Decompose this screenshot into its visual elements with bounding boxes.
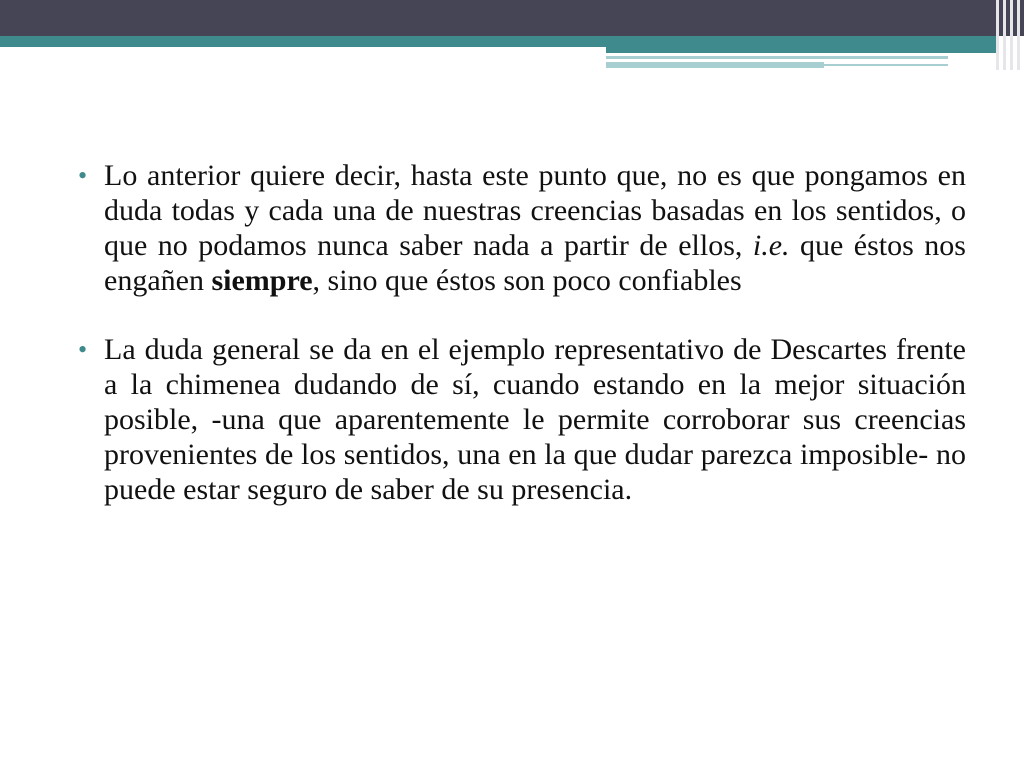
bullet-text: que éstos nos engañen <box>104 229 966 297</box>
bullet-text: , sino que éstos son poco confiables <box>312 264 742 297</box>
bullet-item <box>78 332 966 507</box>
right-edge-stripe <box>1017 0 1020 70</box>
header-accent-line <box>824 64 948 66</box>
right-edge-stripe <box>1010 0 1013 70</box>
bullet-text-italic: i.e. <box>752 229 790 262</box>
slide-body <box>78 158 966 541</box>
header-teal-band <box>0 36 606 47</box>
right-edge-stripe <box>1003 0 1006 70</box>
right-edge-stripe <box>996 0 999 70</box>
bullet-text: La duda general se da en el ejemplo representativo de Descartes frente a la chimenea dudando de sí, cuando estando en la mejor situación posible, -una que aparentemente le permite corroborar sus creencias provenientes de los sentidos, una en la que dudar parezca imposible- no puede estar seguro de saber de su presencia. <box>104 333 966 506</box>
bullet-text-bold: siempre <box>211 264 313 297</box>
header-accent-line <box>606 56 948 59</box>
bullet-item <box>78 158 966 298</box>
bullet-dot-icon: • <box>78 335 88 364</box>
header-teal-step <box>606 36 996 53</box>
bullet-text: Lo anterior quiere decir, hasta este punto que, no es que pongamos en duda todas y cada una de nuestras creencias basadas en los sentidos, o que no podamos nunca saber nada a partir de ellos, <box>104 159 966 262</box>
bullet-dot-icon: • <box>78 161 88 190</box>
header-accent-line <box>606 62 824 68</box>
header-dark-band <box>0 0 1024 36</box>
